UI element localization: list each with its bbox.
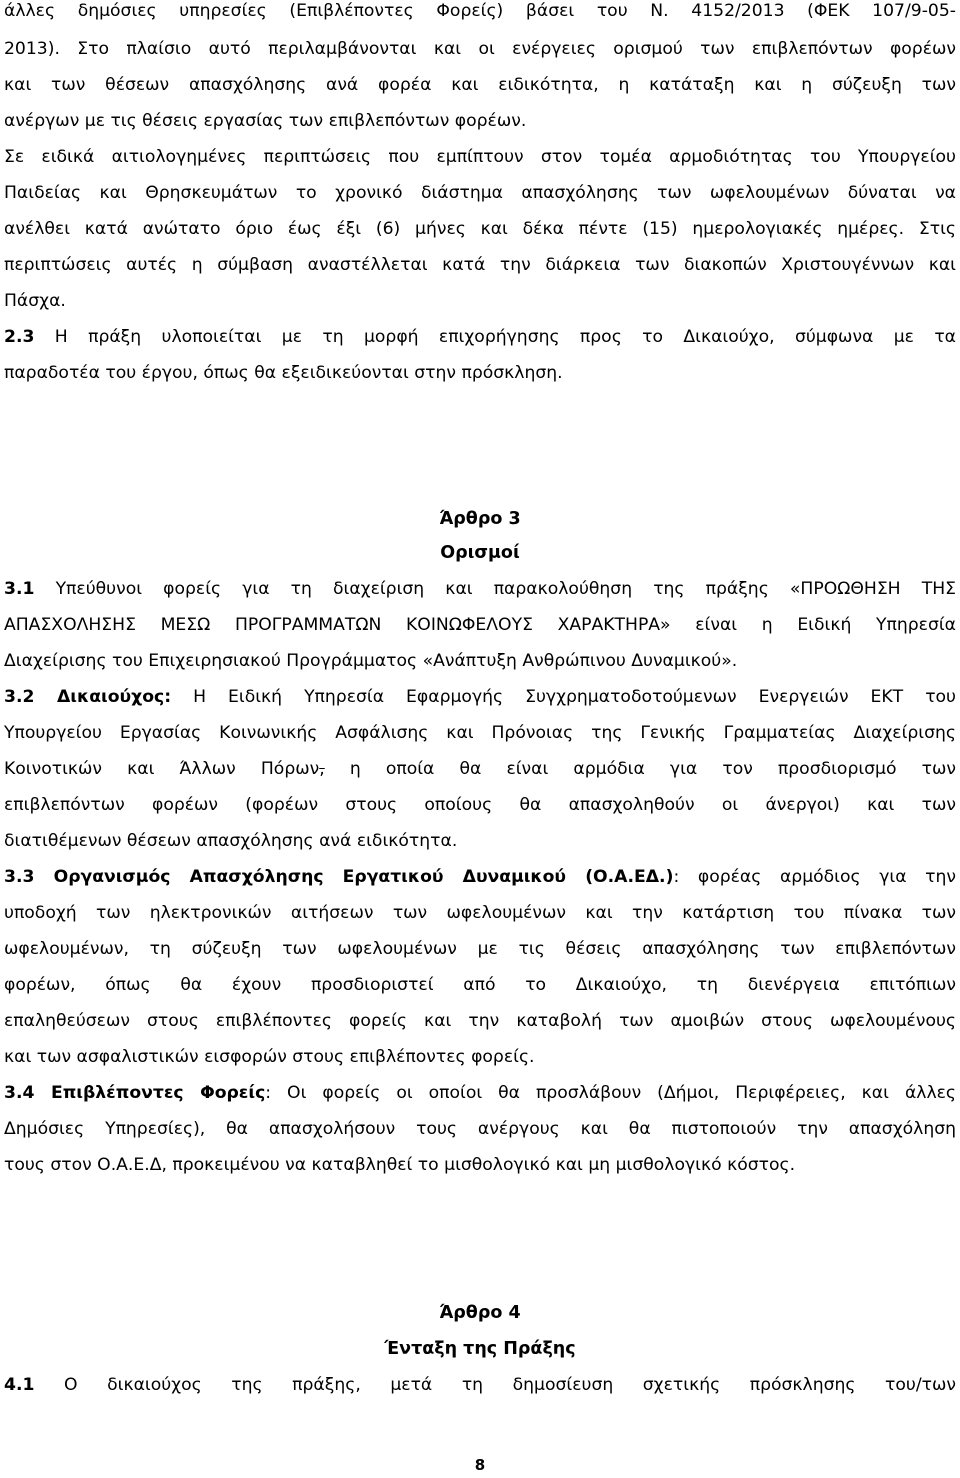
article-4-heading: Άρθρο 4 — [439, 1303, 521, 1323]
para-3-3-line-4: φορέων, όπως θα έχουν προσδιοριστεί από το Δικαιούχο, τη διενέργεια επιτόπιων — [4, 975, 956, 995]
para-3-2-number: 3.2 — [4, 687, 35, 707]
para-3-2-line-4: επιβλεπόντων φορέων (φορέων στους οποίους θα απασχοληθούν οι άνεργοι) και των — [4, 795, 956, 815]
para-3-3-line-6: και των ασφαλιστικών εισφορών στους επιβλέποντες φορείς. — [4, 1047, 535, 1067]
para-3-1-line-2: ΑΠΑΣΧΟΛΗΣΗΣ ΜΕΣΩ ΠΡΟΓΡΑΜΜΑΤΩΝ ΚΟΙΝΩΦΕΛΟΥΣ ΧΑΡΑΚΤΗΡΑ» είναι η Ειδική Υπηρεσία — [4, 615, 956, 635]
duration-line-5: Πάσχα. — [4, 291, 66, 311]
article-3-subheading: Ορισμοί — [440, 543, 520, 563]
duration-line-2: Παιδείας και Θρησκευμάτων το χρονικό διάστημα απασχόλησης των ωφελουμένων δύναται να — [4, 183, 956, 203]
page-number: 8 — [474, 1456, 486, 1474]
para-3-2-line-5: διατιθέμενων θέσεων απασχόλησης ανά ειδικότητα. — [4, 831, 458, 851]
para-3-3-line-5: επαληθεύσεων στους επιβλέποντες φορείς και την καταβολή των αμοιβών στους ωφελουμένους — [4, 1011, 956, 1031]
para-3-4-line-3: τους στον Ο.Α.Ε.Δ, προκειμένου να καταβληθεί το μισθολογικό και μη μισθολογικό κόστος. — [4, 1155, 796, 1175]
para-3-2-line-2: Υπουργείου Εργασίας Κοινωνικής Ασφάλισης και Πρόνοιας της Γενικής Γραμματείας Διαχείρισης — [4, 723, 956, 743]
duration-line-4: περιπτώσεις αυτές η σύμβαση αναστέλλεται κατά την διάρκεια των διακοπών Χριστουγέννων και — [4, 255, 956, 275]
article-3-heading: Άρθρο 3 — [439, 509, 521, 529]
para-3-1-line-3: Διαχείρισης του Επιχειρησιακού Προγράμματος «Ανάπτυξη Ανθρώπινου Δυναμικού». — [4, 651, 738, 671]
top-line-1: άλλες δημόσιες υπηρεσίες (Επιβλέποντες Φορείς) βάσει του Ν. 4152/2013 (ΦΕΚ 107/9-05- — [4, 1, 956, 21]
para-3-3-line-3: ωφελουμένων, τη σύζευξη των ωφελουμένων με τις θέσεις απασχόλησης των επιβλεπόντων — [4, 939, 956, 959]
para-3-2-line-1: 3.2 Δικαιούχος: Η Ειδική Υπηρεσία Εφαρμογής Συγχρηματοδοτούμενων Ενεργειών ΕΚΤ του — [4, 687, 956, 707]
para-3-2-term: Δικαιούχος: — [34, 687, 172, 707]
para-3-1-line-1: 3.1 Υπεύθυνοι φορείς για τη διαχείριση και παρακολούθηση της πράξης «ΠΡΟΩΘΗΣΗ ΤΗΣ — [4, 579, 956, 599]
para-3-4-line-2: Δημόσιες Υπηρεσίες), θα απασχολήσουν τους ανέργους και θα πιστοποιούν την απασχόληση — [4, 1119, 956, 1139]
para-3-1-number: 3.1 — [4, 579, 35, 599]
top-line-2: 2013). Στο πλαίσιο αυτό περιλαμβάνονται και οι ενέργειες ορισμού των επιβλεπόντων φορέων — [4, 39, 956, 59]
para-3-4-line-1: 3.4 Επιβλέποντες Φορείς: Οι φορείς οι οποίοι θα προσλάβουν (Δήμοι, Περιφέρειες, και άλλες — [4, 1083, 956, 1103]
top-line-4: ανέργων με τις θέσεις εργασίας των επιβλεπόντων φορέων. — [4, 111, 527, 131]
para-2-3-number: 2.3 — [4, 327, 35, 347]
para-3-3-line-2: υποδοχή των ηλεκτρονικών αιτήσεων των ωφελουμένων και την κατάρτιση του πίνακα των — [4, 903, 956, 923]
article-4-subheading: Ένταξη της Πράξης — [384, 1339, 576, 1359]
para-3-3-line-1: 3.3 Οργανισμός Απασχόλησης Εργατικού Δυναμικού (Ο.Α.ΕΔ.): φορέας αρμόδιος για την — [4, 867, 956, 887]
para-2-3-line-1: 2.3 Η πράξη υλοποιείται με τη μορφή επιχορήγησης προς το Δικαιούχο, σύμφωνα με τα — [4, 327, 956, 347]
para-3-4-term: 3.4 Επιβλέποντες Φορείς — [4, 1083, 266, 1103]
struck-comma: , — [319, 759, 325, 779]
top-line-3: και των θέσεων απασχόλησης ανά φορέα και ειδικότητα, η κατάταξη και η σύζευξη των — [4, 75, 956, 95]
duration-line-1: Σε ειδικά αιτιολογημένες περιπτώσεις που εμπίπτουν στον τομέα αρμοδιότητας του Υπουργείου — [4, 147, 956, 167]
para-4-1-line-1: 4.1 Ο δικαιούχος της πράξης, μετά τη δημοσίευση σχετικής πρόσκλησης του/των — [4, 1375, 956, 1395]
para-4-1-number: 4.1 — [4, 1375, 35, 1395]
para-3-2-line-3: Κοινοτικών και Άλλων Πόρων, η οποία θα είναι αρμόδια για τον προσδιορισμό των — [4, 759, 956, 779]
para-2-3-line-2: παραδοτέα του έργου, όπως θα εξειδικεύονται στην πρόσκληση. — [4, 363, 563, 383]
duration-line-3: ανέλθει κατά ανώτατο όριο έως έξι (6) μήνες και δέκα πέντε (15) ημερολογιακές ημέρες. Στις — [4, 219, 956, 239]
para-3-3-term: 3.3 Οργανισμός Απασχόλησης Εργατικού Δυναμικού (Ο.Α.ΕΔ.) — [4, 867, 674, 887]
